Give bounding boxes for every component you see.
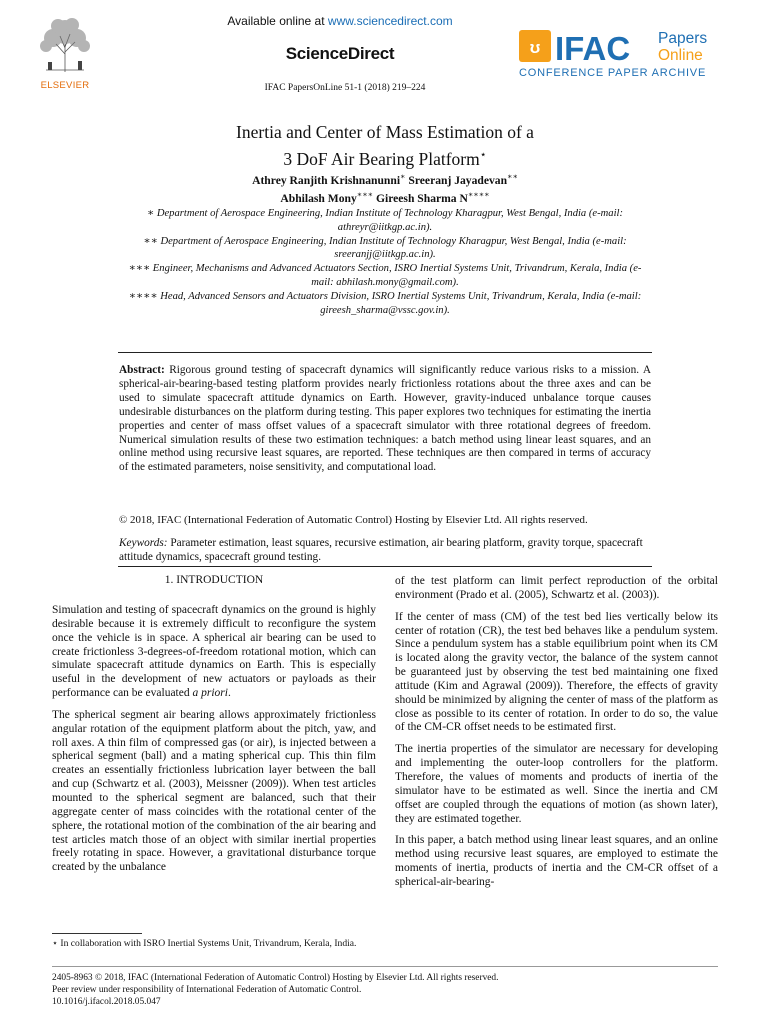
author-list bbox=[120, 170, 650, 207]
available-prefix: Available online at bbox=[227, 14, 328, 28]
svg-text:CONFERENCE PAPER ARCHIVE: CONFERENCE PAPER ARCHIVE bbox=[519, 67, 707, 79]
abstract-label: Abstract: bbox=[119, 364, 165, 376]
title-line-1: Inertia and Center of Mass Estimation of a bbox=[236, 122, 534, 142]
publication-info bbox=[52, 972, 718, 1009]
footnote: ⋆ In collaboration with ISRO Inertial Systems Unit, Trivandrum, Kerala, India. bbox=[52, 938, 357, 949]
left-column bbox=[52, 604, 376, 883]
affiliations bbox=[120, 207, 650, 317]
keywords-text: Parameter estimation, least squares, recursive estimation, air bearing platform, gravity torque, spacecraft attitude dynamics, spacecraft ground testing. bbox=[119, 537, 643, 563]
author-name: Athrey Ranjith Krishnanunni bbox=[252, 173, 401, 187]
sciencedirect-wordmark: ScienceDirect bbox=[285, 44, 395, 63]
section-heading: 1. INTRODUCTION bbox=[164, 574, 264, 586]
svg-text:Papers: Papers bbox=[658, 30, 708, 47]
abstract bbox=[119, 364, 651, 475]
author-name: Sreeranj Jayadevan bbox=[408, 173, 508, 187]
footnote-rule bbox=[52, 933, 142, 934]
ifac-papersonline-logo bbox=[519, 26, 719, 80]
keywords bbox=[119, 536, 651, 564]
author-name: Abhilash Mony bbox=[280, 192, 357, 206]
svg-text:Online: Online bbox=[658, 47, 703, 64]
paragraph: The inertia properties of the simulator are necessary for developing and implementing the outer-loop controllers for the platform. Therefore, the values of moments and products of inertia of the simulator have to be estimated as well. Since the inertia and CM offset are coupled through the equations of motion (as shown later), they are estimated together. bbox=[395, 743, 718, 825]
author-name: Gireesh Sharma N bbox=[375, 192, 468, 206]
paragraph: of the test platform can limit perfect reproduction of the orbital environment (Prado et al. (2005), Schwartz et al. (2003)). bbox=[395, 575, 718, 601]
affiliation: ∗ Department of Aerospace Engineering, Indian Institute of Technology Kharagpur, West Bengal, India (e-mail: athreyr@iitkgp.ac.in). bbox=[146, 208, 623, 233]
elsevier-wordmark: ELSEVIER bbox=[40, 80, 90, 91]
sciencedirect-link[interactable]: www.sciencedirect.com bbox=[327, 14, 453, 28]
affiliation: ∗∗∗∗ Head, Advanced Sensors and Actuators Division, ISRO Inertial Systems Unit, Trivandrum, Kerala, India (e-mail: gireesh_sharma@vssc.gov.in). bbox=[128, 290, 642, 316]
journal-reference: IFAC PapersOnLine 51-1 (2018) 219–224 bbox=[264, 83, 426, 93]
paper-title bbox=[120, 121, 650, 171]
paragraph: In this paper, a batch method using linear least squares, and an online method using recursive least squares, are employed to estimate the moments of inertia, products of inertia and the CM-CR offset of a spherical-air-bearing- bbox=[395, 834, 718, 888]
abstract-bottom-rule bbox=[118, 566, 652, 567]
affiliation: ∗∗∗ Engineer, Mechanisms and Advanced Actuators Section, ISRO Inertial Systems Unit, Trivandrum, Kerala, India (e-mail: abhilash.mony@gmail.com). bbox=[128, 263, 642, 288]
doi-line[interactable]: 10.1016/j.ifacol.2018.05.047 bbox=[52, 997, 161, 1008]
authors-line-1: Athrey Ranjith Krishnanunni∗ Sreeranj Jayadevan∗∗ bbox=[252, 172, 518, 187]
keywords-label: Keywords: bbox=[119, 537, 168, 549]
bottom-rule bbox=[52, 966, 718, 967]
authors-line-2: Abhilash Mony∗∗∗ Gireesh Sharma N∗∗∗∗ bbox=[280, 190, 490, 206]
copyright-notice: © 2018, IFAC (International Federation of Automatic Control) Hosting by Elsevier Ltd. All rights reserved. bbox=[119, 514, 588, 526]
right-column bbox=[395, 575, 718, 898]
affiliation: ∗∗ Department of Aerospace Engineering, Indian Institute of Technology Kharagpur, West Bengal, India (e-mail: sreeranjj@iitkgp.ac.in). bbox=[143, 235, 627, 261]
abstract-text: Rigorous ground testing of spacecraft dynamics will significantly reduce various risks to a mission. A spherical-air-bearing-based testing platform provides nearly frictionless rotations about the three axes and can be used to simulate spacecraft attitude dynamics on Earth. However, gravity-induced unbalance torque causes undesirable disturbances on the platform during testing. This paper explores two techniques for estimating the inertia properties and center of mass offset values of a spacecraft simulator with three rotational degrees of freedom. Numerical simulation results of these two estimation techniques: a batch method using linear least squares, and an online method using recursive least squares, are reported. These techniques are then compared in terms of accuracy of the estimated parameters, noise sensitivity, and computational load. bbox=[119, 364, 651, 474]
paragraph: The spherical segment air bearing allows approximately frictionless angular rotation of the equipment platform about the pitch, yaw, and roll axes. A thin film of compressed gas (or air), is injected between a spherical segment (ball) and a mating spherical cup. This thin film creates an essentially frictionless lubrication layer between the ball and cup (Schwartz et al. (2003), Meissner (2009)). When test articles mounted to the spherical segment are balanced, such that their aggregate center of mass coincides with the rotational center of the sphere, the rotational motion of the combination of the air bearing and test articles match those of an object with similar inertial properties freely rotating in space. However, a gravitational disturbance torque created by the unbalance bbox=[52, 708, 376, 874]
paragraph: If the center of mass (CM) of the test bed lies vertically below its center of rotation (CR), the test bed behaves like a pendulum system. Since a pendulum system has a stable equilibrium point when its CM is located along the gravity vector, the balance of the system cannot be guaranteed just by observing the test bed maintaining one fixed attitude (Kim and Agrawal (2009)). Therefore, the effects of gravity should be minimized by aligning the center of mass of the platform as close as possible to its center of rotation. In order to do so, the value of the CM-CR offset needs to be estimated first. bbox=[395, 610, 718, 734]
title-line-2: 3 DoF Air Bearing Platform⋆ bbox=[283, 148, 487, 169]
svg-text:IFAC: IFAC bbox=[555, 30, 631, 67]
abstract-top-rule bbox=[118, 352, 652, 353]
peer-review-line: Peer review under responsibility of International Federation of Automatic Control. bbox=[52, 985, 362, 996]
issn-line: 2405-8963 © 2018, IFAC (International Federation of Automatic Control) Hosting by Elsevier Ltd. All rights reserved. bbox=[52, 973, 499, 983]
svg-text:ʊ: ʊ bbox=[529, 38, 541, 57]
paragraph: Simulation and testing of spacecraft dynamics on the ground is highly desirable because it is extremely difficult to reconfigure the system once the vehicle is in space. A spherical air bearing can be used to create frictionless 3-degrees-of-freedom rotational motion, which can simulate spacecraft attitude dynamics on Earth. This is especially useful in the development of new actuators or payloads as their performance can be evaluated a priori. bbox=[52, 604, 376, 700]
